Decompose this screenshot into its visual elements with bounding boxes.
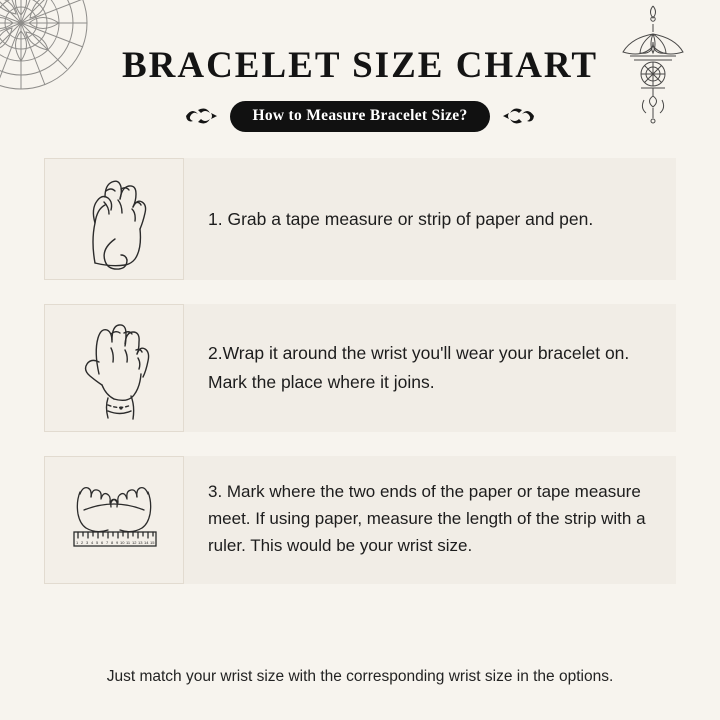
step-2-figure: [44, 304, 184, 432]
list-item: [44, 456, 676, 584]
svg-text:1: 1: [76, 539, 79, 545]
svg-text:7: 7: [106, 539, 109, 545]
page-header: [0, 0, 720, 132]
hand-with-wrapped-tape-icon: [59, 312, 169, 424]
svg-text:14: 14: [144, 539, 149, 545]
step-3-text: 3. Mark where the two ends of the paper or tape measure meet. If using paper, measure the length of the strip with a ruler. This would be your wrist size.: [208, 482, 646, 556]
step-2-text: 2.Wrap it around the wrist you'll wear your bracelet on. Mark the place where it joins.: [208, 343, 630, 392]
step-1-text: 1. Grab a tape measure or strip of paper and pen.: [208, 208, 594, 229]
swirl-flourish-right-icon: [500, 104, 536, 128]
subtitle-pill: How to Measure Bracelet Size?: [230, 101, 489, 132]
step-3-figure: [44, 456, 184, 584]
svg-text:8: 8: [111, 539, 114, 545]
hands-measuring-strip-with-ruler-icon: [50, 470, 178, 570]
svg-text:3: 3: [86, 539, 89, 545]
svg-text:15: 15: [150, 539, 155, 545]
svg-text:10: 10: [120, 539, 125, 545]
svg-text:12: 12: [132, 539, 137, 545]
footer-note: Just match your wrist size with the corresponding wrist size in the options.: [106, 668, 614, 685]
page-title: BRACELET SIZE CHART: [121, 45, 599, 86]
list-item: [44, 158, 676, 280]
subtitle-row: [0, 101, 720, 132]
svg-text:13: 13: [138, 539, 143, 545]
step-2-text-panel: [184, 304, 676, 432]
step-3-text-panel: [184, 456, 676, 584]
svg-text:4: 4: [91, 539, 94, 545]
svg-text:6: 6: [101, 539, 104, 545]
step-1-figure: [44, 158, 184, 280]
svg-text:5: 5: [96, 539, 99, 545]
step-1-text-panel: [184, 158, 676, 280]
svg-text:11: 11: [126, 539, 131, 545]
swirl-flourish-left-icon: [184, 104, 220, 128]
svg-text:2: 2: [81, 539, 84, 545]
list-item: [44, 304, 676, 432]
steps-list: [0, 158, 720, 584]
svg-text:9: 9: [116, 539, 119, 545]
fist-hand-with-tape-icon: [59, 167, 169, 271]
